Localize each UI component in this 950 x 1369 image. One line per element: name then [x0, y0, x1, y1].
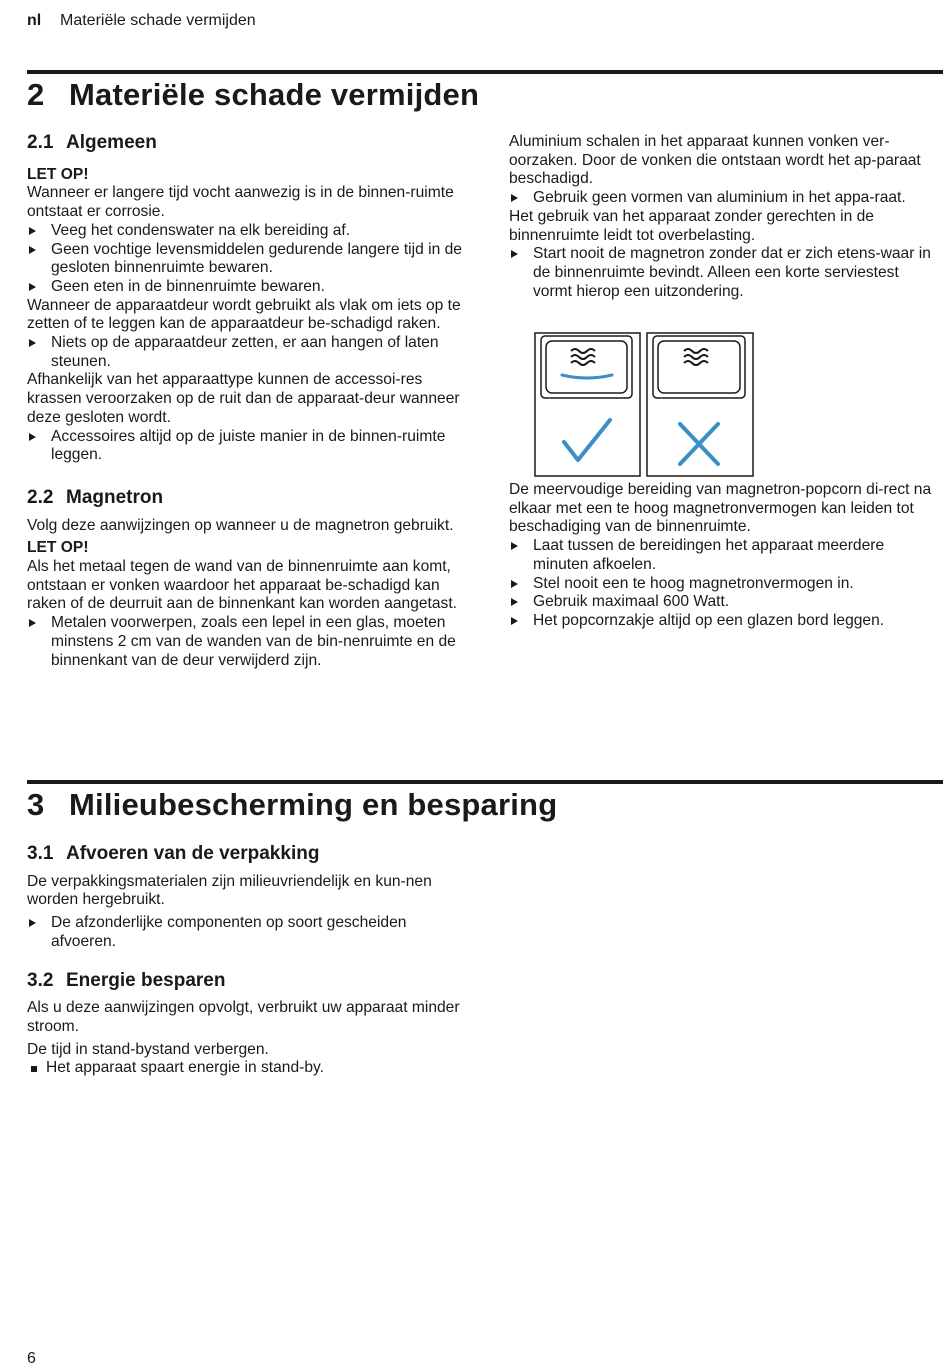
- subsection-number: 2.1: [27, 132, 54, 153]
- section-2-right-column: [509, 133, 939, 301]
- warning-label: LET OP!: [27, 165, 89, 183]
- section-title: Materiële schade vermijden: [69, 77, 480, 112]
- section-number: 3: [27, 787, 45, 822]
- paragraph: De meervoudige bereiding van magnetron-popcorn di-rect na elkaar met een te hoog magnetronvermogen kan leiden tot beschadiging van de binnenruimte.: [509, 481, 932, 536]
- bullet-item: Accessoires altijd op de juiste manier in de binnen-ruimte leggen.: [27, 428, 467, 465]
- subsection-2-2-heading: [27, 486, 467, 508]
- subsection-title: Magnetron: [66, 486, 164, 508]
- subsection-title: Energie besparen: [66, 969, 226, 991]
- section-2-heading: [27, 77, 479, 113]
- header-title: Materiële schade vermijden: [60, 12, 256, 29]
- subsection-number: 3.1: [27, 843, 54, 864]
- bullet-item: Gebruik geen vormen van aluminium in het appa-raat.: [509, 189, 939, 208]
- microwave-usage-figure: [534, 332, 754, 477]
- subsection-3-2-heading: [27, 969, 467, 991]
- paragraph: Wanneer er langere tijd vocht aanwezig is in de binnen-ruimte ontstaat er corrosie.: [27, 184, 454, 221]
- header-language: nl: [27, 12, 42, 29]
- bullet-item: Geen vochtige levensmiddelen gedurende langere tijd in de gesloten binnenruimte bewaren.: [27, 241, 467, 278]
- bullet-item: De afzonderlijke componenten op soort gescheiden afvoeren.: [27, 914, 467, 951]
- subsection-2-1-heading: [27, 134, 467, 153]
- bullet-item: Gebruik maximaal 600 Watt.: [509, 593, 939, 612]
- section-rule: [27, 70, 943, 74]
- section-3-column: [27, 845, 467, 1078]
- section-rule: [27, 780, 943, 784]
- section-2-right-column-lower: [509, 481, 939, 631]
- paragraph: De verpakkingsmaterialen zijn milieuvriendelijk en kun-nen worden hergebruikt.: [27, 872, 432, 909]
- panel-incorrect: [647, 333, 753, 476]
- section-2-left-column: [27, 134, 467, 670]
- subsection-number: 2.2: [27, 486, 54, 508]
- paragraph: Aluminium schalen in het apparaat kunnen vonken ver-oorzaken. Door de vonken die ontstaan wordt het ap-paraat beschadigd.: [509, 133, 921, 188]
- section-number: 2: [27, 77, 45, 112]
- bullet-item: Metalen voorwerpen, zoals een lepel in een glas, moeten minstens 2 cm van de wanden van de bin-nenruimte en de binnenkant van de deur verwijderd zijn.: [27, 614, 467, 670]
- bullet-item: Start nooit de magnetron zonder dat er zich etens-waar in de binnenruimte bevindt. Alleen een korte serviestest vormt hierop een uitzondering.: [509, 245, 939, 301]
- page-number: 6: [27, 1350, 36, 1367]
- subsection-title: Algemeen: [66, 132, 157, 153]
- microwave-icon: [541, 336, 632, 398]
- square-bullet-item: Het apparaat spaart energie in stand-by.: [27, 1059, 467, 1078]
- bullet-item: Laat tussen de bereidingen het apparaat meerdere minuten afkoelen.: [509, 537, 939, 574]
- paragraph: Afhankelijk van het apparaattype kunnen de accessoi-res krassen veroorzaken op de ruit dan de apparaat-deur wanneer deze gesloten wordt.: [27, 371, 460, 426]
- bullet-item: Geen eten in de binnenruimte bewaren.: [27, 278, 467, 297]
- warning-label: LET OP!: [27, 539, 89, 557]
- paragraph: Wanneer de apparaatdeur wordt gebruikt als vlak om iets op te zetten of te leggen kan de apparaatdeur be-schadigd raken.: [27, 296, 461, 333]
- paragraph: De tijd in stand-bystand verbergen.: [27, 1040, 269, 1058]
- subsection-3-1-heading: [27, 845, 467, 864]
- bullet-item: Niets op de apparaatdeur zetten, er aan hangen of laten steunen.: [27, 334, 467, 371]
- section-3-heading: [27, 787, 557, 823]
- section-title: Milieubescherming en besparing: [69, 787, 558, 822]
- microwave-icon: [653, 336, 745, 398]
- panel-correct: [535, 333, 640, 476]
- bullet-item: Het popcornzakje altijd op een glazen bord leggen.: [509, 612, 939, 631]
- bullet-item: Stel nooit een te hoog magnetronvermogen in.: [509, 575, 939, 594]
- paragraph: Volg deze aanwijzingen op wanneer u de magnetron gebruikt.: [27, 516, 454, 534]
- subsection-title: Afvoeren van de verpakking: [66, 843, 320, 864]
- paragraph: Als het metaal tegen de wand van de binnenruimte aan komt, ontstaan er vonken waardoor het apparaat be-schadigd kan raken of de deurruit aan de binnenkant kan worden aangetast.: [27, 558, 458, 613]
- paragraph: Als u deze aanwijzingen opvolgt, verbruikt uw apparaat minder stroom.: [27, 999, 460, 1035]
- paragraph: Het gebruik van het apparaat zonder gerechten in de binnenruimte leidt tot overbelasting.: [509, 207, 874, 244]
- subsection-number: 3.2: [27, 969, 54, 991]
- bullet-item: Veeg het condenswater na elk bereiding af.: [27, 222, 467, 241]
